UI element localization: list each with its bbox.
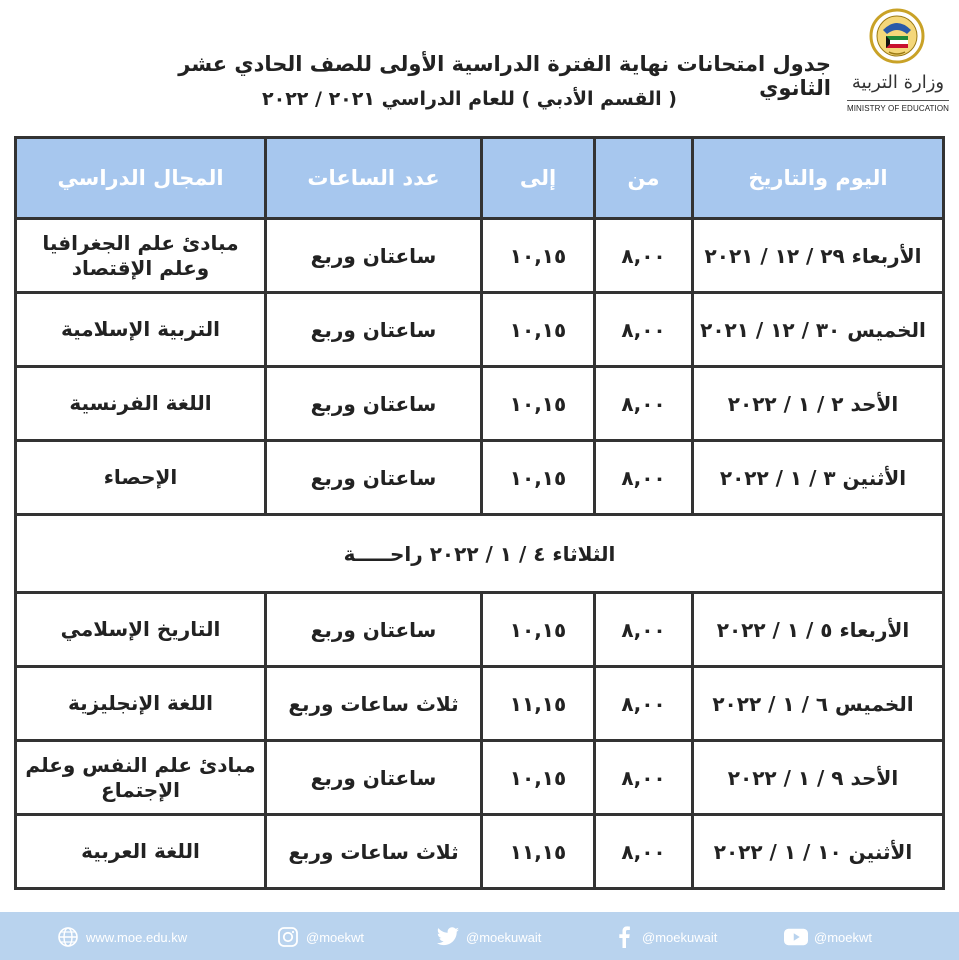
youtube-link[interactable]	[784, 926, 872, 948]
cell-subject: التاريخ الإسلامي	[16, 593, 266, 667]
cell-subject: اللغة الفرنسية	[16, 367, 266, 441]
youtube-text: @moekwt	[814, 929, 872, 945]
cell-hours: ثلاث ساعات وربع	[266, 815, 482, 889]
ministry-name-arabic: وزارة التربية	[851, 72, 945, 93]
table-row	[16, 815, 944, 889]
cell-hours: ساعتان وربع	[266, 593, 482, 667]
table-header-row	[16, 138, 944, 219]
cell-subject: التربية الإسلامية	[16, 293, 266, 367]
rest-day-cell: الثلاثاء ٤ / ١ / ٢٠٢٢ راحـــــة	[16, 515, 944, 593]
cell-date: الأحد ٢ / ١ / ٢٠٢٢	[693, 367, 944, 441]
page-title: جدول امتحانات نهاية الفترة الدراسية الأولى للصف الحادي عشر الثانوي	[178, 52, 831, 100]
cell-to: ١٠,١٥	[482, 367, 595, 441]
cell-date: الأثنين ١٠ / ١ / ٢٠٢٢	[693, 815, 944, 889]
cell-to: ١٠,١٥	[482, 293, 595, 367]
table-row	[16, 441, 944, 515]
twitter-link[interactable]	[436, 926, 541, 948]
cell-from: ٨,٠٠	[595, 593, 693, 667]
table-row	[16, 219, 944, 293]
cell-from: ٨,٠٠	[595, 293, 693, 367]
cell-from: ٨,٠٠	[595, 367, 693, 441]
cell-subject: اللغة العربية	[16, 815, 266, 889]
youtube-icon	[784, 926, 808, 948]
cell-hours: ساعتان وربع	[266, 367, 482, 441]
table-row	[16, 367, 944, 441]
cell-hours: ثلاث ساعات وربع	[266, 667, 482, 741]
facebook-link[interactable]	[612, 926, 717, 948]
instagram-link[interactable]	[276, 926, 364, 948]
cell-subject: مبادئ علم النفس وعلم الإجتماع	[16, 741, 266, 815]
cell-to: ١١,١٥	[482, 815, 595, 889]
globe-icon	[56, 926, 80, 948]
cell-to: ١٠,١٥	[482, 593, 595, 667]
table-row	[16, 741, 944, 815]
instagram-text: @moekwt	[306, 929, 364, 945]
column-header-date: اليوم والتاريخ	[693, 138, 944, 219]
cell-from: ٨,٠٠	[595, 219, 693, 293]
facebook-text: @moekuwait	[642, 929, 718, 945]
kuwait-emblem-icon	[869, 8, 925, 64]
column-header-subject: المجال الدراسي	[16, 138, 266, 219]
cell-date: الأربعاء ٥ / ١ / ٢٠٢٢	[693, 593, 944, 667]
cell-subject: الإحصاء	[16, 441, 266, 515]
logo-divider	[847, 100, 949, 101]
social-footer	[0, 912, 959, 960]
cell-to: ١٠,١٥	[482, 441, 595, 515]
page-subtitle: ( القسم الأدبي ) للعام الدراسي ٢٠٢١ / ٢٠٢٢	[262, 88, 677, 110]
column-header-from: من	[595, 138, 693, 219]
table-row	[16, 667, 944, 741]
page-header	[0, 0, 959, 125]
cell-from: ٨,٠٠	[595, 667, 693, 741]
twitter-text: @moekuwait	[466, 929, 542, 945]
cell-hours: ساعتان وربع	[266, 441, 482, 515]
table-row	[16, 293, 944, 367]
twitter-icon	[436, 926, 460, 948]
cell-date: الخميس ٣٠ / ١٢ / ٢٠٢١	[693, 293, 944, 367]
cell-date: الأربعاء ٢٩ / ١٢ / ٢٠٢١	[693, 219, 944, 293]
cell-hours: ساعتان وربع	[266, 293, 482, 367]
cell-to: ١١,١٥	[482, 667, 595, 741]
website-text: www.moe.edu.kw	[86, 929, 188, 945]
cell-hours: ساعتان وربع	[266, 219, 482, 293]
ministry-name-english: MINISTRY OF EDUCATION	[846, 104, 950, 113]
facebook-icon	[612, 926, 636, 948]
cell-from: ٨,٠٠	[595, 815, 693, 889]
cell-date: الأحد ٩ / ١ / ٢٠٢٢	[693, 741, 944, 815]
cell-subject: اللغة الإنجليزية	[16, 667, 266, 741]
cell-subject: مبادئ علم الجغرافيا وعلم الإقتصاد	[16, 219, 266, 293]
table-row	[16, 593, 944, 667]
column-header-to: إلى	[482, 138, 595, 219]
cell-from: ٨,٠٠	[595, 441, 693, 515]
cell-date: الأثنين ٣ / ١ / ٢٠٢٢	[693, 441, 944, 515]
cell-to: ١٠,١٥	[482, 219, 595, 293]
rest-day-row	[16, 515, 944, 593]
cell-date: الخميس ٦ / ١ / ٢٠٢٢	[693, 667, 944, 741]
website-link[interactable]	[56, 926, 187, 948]
cell-hours: ساعتان وربع	[266, 741, 482, 815]
exam-schedule-table	[14, 136, 945, 890]
cell-from: ٨,٠٠	[595, 741, 693, 815]
ministry-logo	[845, 8, 951, 120]
column-header-hours: عدد الساعات	[266, 138, 482, 219]
instagram-icon	[276, 926, 300, 948]
cell-to: ١٠,١٥	[482, 741, 595, 815]
